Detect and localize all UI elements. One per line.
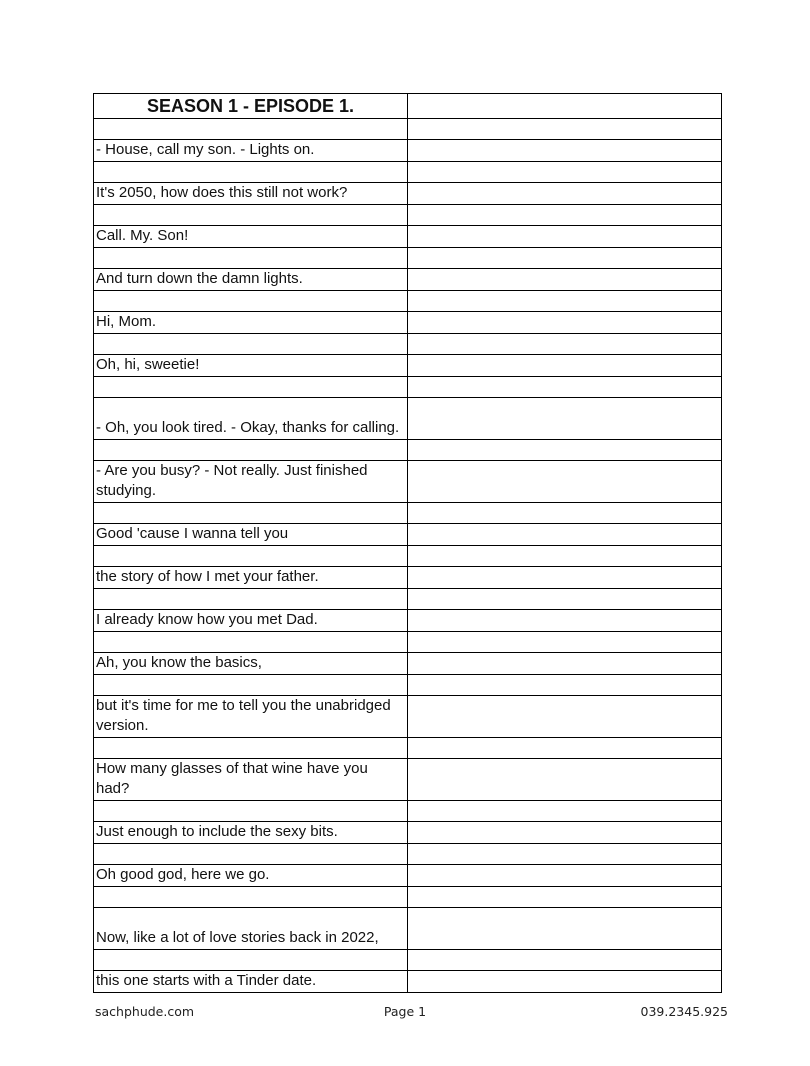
empty-cell [408, 461, 722, 503]
dialogue-line: Just enough to include the sexy bits. [94, 822, 408, 844]
spacer-row [94, 675, 722, 696]
empty-cell [408, 567, 722, 589]
dialogue-line: - Oh, you look tired. - Okay, thanks for calling. [94, 398, 408, 440]
empty-cell [408, 971, 722, 993]
dialogue-row [94, 567, 722, 589]
dialogue-row [94, 971, 722, 993]
empty-cell [408, 398, 722, 440]
dialogue-row [94, 908, 722, 950]
dialogue-line: Ah, you know the basics, [94, 653, 408, 675]
empty-cell [408, 908, 722, 950]
dialogue-row [94, 312, 722, 334]
dialogue-row [94, 461, 722, 503]
empty-cell [408, 653, 722, 675]
footer-website: sachphude.com [95, 1004, 195, 1019]
empty-cell [408, 269, 722, 291]
dialogue-line: Hi, Mom. [94, 312, 408, 334]
empty-cell [408, 226, 722, 248]
title-row [94, 94, 722, 119]
dialogue-line: but it's time for me to tell you the unabridged version. [94, 696, 408, 738]
spacer-row [94, 950, 722, 971]
empty-cell [408, 312, 722, 334]
spacer-row [94, 205, 722, 226]
spacer-row [94, 440, 722, 461]
dialogue-row [94, 822, 722, 844]
empty-cell [408, 355, 722, 377]
footer-phone: 039.2345.925 [640, 1004, 728, 1019]
dialogue-line: this one starts with a Tinder date. [94, 971, 408, 993]
dialogue-row [94, 696, 722, 738]
dialogue-line: - Are you busy? - Not really. Just finished studying. [94, 461, 408, 503]
spacer-row [94, 546, 722, 567]
empty-cell [408, 865, 722, 887]
empty-cell [408, 822, 722, 844]
spacer-row [94, 162, 722, 183]
dialogue-line: It's 2050, how does this still not work? [94, 183, 408, 205]
spacer-row [94, 334, 722, 355]
spacer-row [94, 632, 722, 653]
dialogue-row [94, 759, 722, 801]
dialogue-row [94, 610, 722, 632]
empty-cell [408, 524, 722, 546]
spacer-row [94, 503, 722, 524]
footer-page-number: Page 1 [383, 1004, 427, 1019]
dialogue-line: I already know how you met Dad. [94, 610, 408, 632]
dialogue-row [94, 355, 722, 377]
spacer-row [94, 248, 722, 269]
empty-cell [408, 183, 722, 205]
empty-cell [408, 140, 722, 162]
dialogue-row [94, 398, 722, 440]
episode-title: SEASON 1 - EPISODE 1. [94, 94, 408, 119]
dialogue-line: And turn down the damn lights. [94, 269, 408, 291]
dialogue-line: Oh good god, here we go. [94, 865, 408, 887]
dialogue-line: - House, call my son. - Lights on. [94, 140, 408, 162]
dialogue-line: Oh, hi, sweetie! [94, 355, 408, 377]
dialogue-row [94, 226, 722, 248]
empty-cell [408, 610, 722, 632]
subtitle-table [93, 93, 722, 993]
spacer-row [94, 844, 722, 865]
dialogue-row [94, 269, 722, 291]
empty-cell [408, 94, 722, 119]
dialogue-row [94, 183, 722, 205]
dialogue-line: the story of how I met your father. [94, 567, 408, 589]
spacer-row [94, 119, 722, 140]
dialogue-row [94, 653, 722, 675]
spacer-row [94, 291, 722, 312]
dialogue-line: How many glasses of that wine have you had? [94, 759, 408, 801]
empty-cell [408, 696, 722, 738]
empty-cell [408, 759, 722, 801]
dialogue-line: Call. My. Son! [94, 226, 408, 248]
dialogue-row [94, 140, 722, 162]
dialogue-row [94, 524, 722, 546]
spacer-row [94, 377, 722, 398]
dialogue-row [94, 865, 722, 887]
spacer-row [94, 887, 722, 908]
dialogue-line: Good 'cause I wanna tell you [94, 524, 408, 546]
spacer-row [94, 801, 722, 822]
spacer-row [94, 589, 722, 610]
dialogue-line: Now, like a lot of love stories back in 2022, [94, 908, 408, 950]
spacer-row [94, 738, 722, 759]
